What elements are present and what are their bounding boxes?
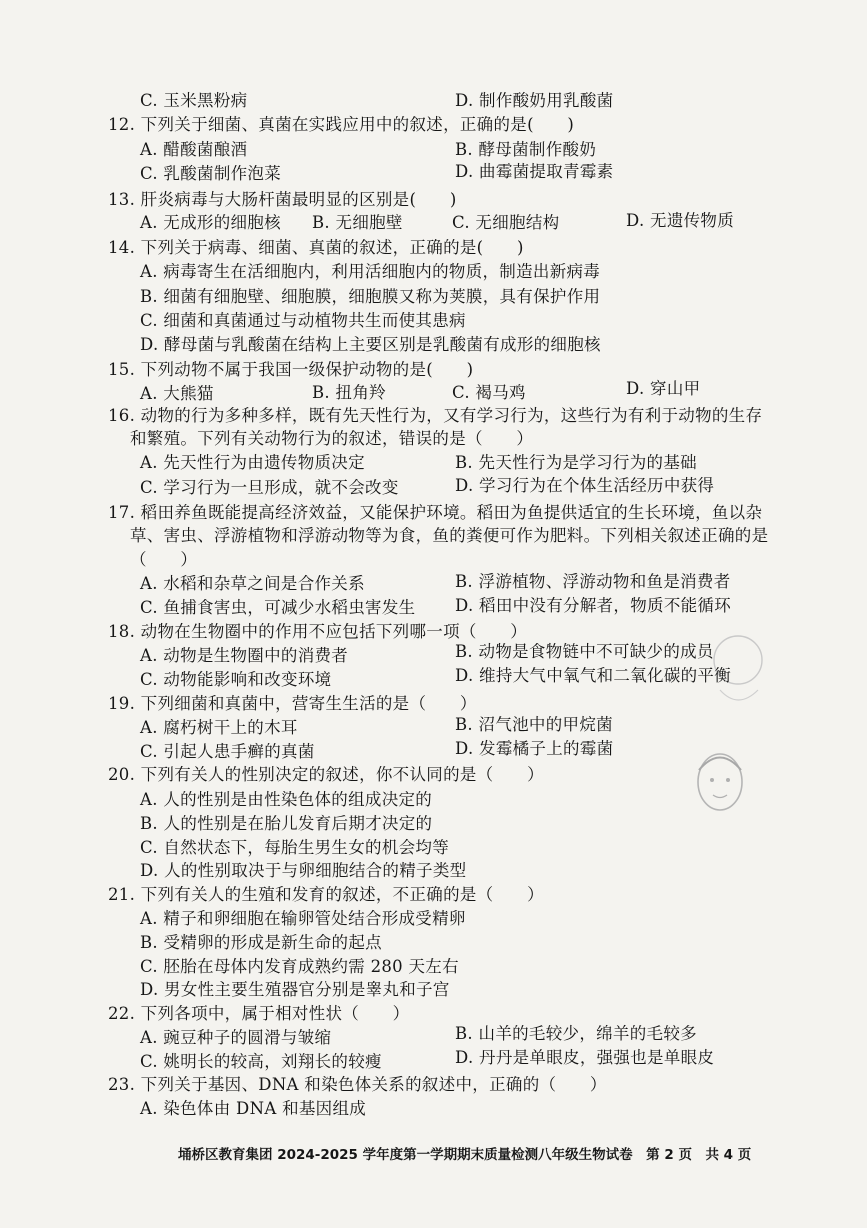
option-d: D. 学习行为在个体生活经历中获得 bbox=[455, 476, 715, 495]
option-b: B. 动物是食物链中不可缺少的成员 bbox=[455, 642, 714, 661]
question-stem: 12. 下列关于细菌、真菌在实践应用中的叙述，正确的是( ) bbox=[108, 115, 575, 134]
question-stem: 22. 下列各项中，属于相对性状（ ） bbox=[108, 1004, 410, 1023]
option-a: A. 染色体由 DNA 和基因组成 bbox=[140, 1099, 367, 1118]
option-d: D. 男女性主要生殖器官分别是睾丸和子宫 bbox=[140, 980, 450, 999]
option-b: B. 人的性别是在胎儿发育后期才决定的 bbox=[140, 814, 433, 833]
option-c: C. 乳酸菌制作泡菜 bbox=[140, 164, 282, 183]
option-b: B. 无细胞壁 bbox=[312, 213, 403, 232]
option-c: C. 引起人患手癣的真菌 bbox=[140, 742, 315, 761]
option-b: B. 沼气池中的甲烷菌 bbox=[455, 715, 613, 734]
option-d: D. 维持大气中氧气和二氧化碳的平衡 bbox=[455, 666, 732, 685]
option-a: A. 豌豆种子的圆滑与皱缩 bbox=[140, 1028, 332, 1047]
option-c: C. 胚胎在母体内发育成熟约需 280 天左右 bbox=[140, 957, 459, 976]
option-c-header: C. 玉米黑粉病 bbox=[140, 91, 248, 110]
option-d: D. 穿山甲 bbox=[626, 379, 701, 398]
option-b: B. 扭角羚 bbox=[312, 383, 386, 402]
question-stem-continued: 草、害虫、浮游植物和浮游动物等为食，鱼的粪便可作为肥料。下列相关叙述正确的是 bbox=[130, 526, 769, 545]
question-stem-continued: 和繁殖。下列有关动物行为的叙述，错误的是（ ） bbox=[130, 429, 534, 448]
question-stem: 16. 动物的行为多种多样，既有先天性行为，又有学习行为，这些行为有利于动物的生存 bbox=[108, 406, 763, 425]
option-b: B. 浮游植物、浮游动物和鱼是消费者 bbox=[455, 572, 731, 591]
option-b: B. 山羊的毛较少，绵羊的毛较多 bbox=[455, 1024, 697, 1043]
option-b: B. 细菌有细胞壁、细胞膜，细胞膜又称为荚膜，具有保护作用 bbox=[140, 287, 601, 306]
option-a: A. 动物是生物圈中的消费者 bbox=[140, 646, 349, 665]
option-c: C. 学习行为一旦形成，就不会改变 bbox=[140, 478, 399, 497]
option-d: D. 酵母菌与乳酸菌在结构上主要区别是乳酸菌有成形的细胞核 bbox=[140, 335, 601, 354]
option-d: D. 人的性别取决于与卵细胞结合的精子类型 bbox=[140, 861, 467, 880]
question-stem: 17. 稻田养鱼既能提高经济效益，又能保护环境。稻田为鱼提供适宜的生长环境，鱼以杂 bbox=[108, 503, 763, 522]
question-stem: 21. 下列有关人的生殖和发育的叙述，不正确的是（ ） bbox=[108, 885, 544, 904]
option-d: D. 稻田中没有分解者，物质不能循环 bbox=[455, 596, 732, 615]
option-c: C. 鱼捕食害虫，可减少水稻虫害发生 bbox=[140, 598, 416, 617]
question-stem-continued: （ ） bbox=[130, 550, 198, 569]
option-d-header: D. 制作酸奶用乳酸菌 bbox=[455, 91, 614, 110]
option-a: A. 精子和卵细胞在输卵管处结合形成受精卵 bbox=[140, 909, 466, 928]
option-b: B. 受精卵的形成是新生命的起点 bbox=[140, 933, 382, 952]
question-stem: 13. 肝炎病毒与大肠杆菌最明显的区别是( ) bbox=[108, 190, 457, 209]
option-a: A. 无成形的细胞核 bbox=[140, 213, 281, 232]
question-stem: 15. 下列动物不属于我国一级保护动物的是( ) bbox=[108, 360, 474, 379]
question-stem: 19. 下列细菌和真菌中，营寄生生活的是（ ） bbox=[108, 694, 477, 713]
option-c: C. 动物能影响和改变环境 bbox=[140, 670, 332, 689]
option-b: B. 酵母菌制作酸奶 bbox=[455, 140, 597, 159]
question-stem: 23. 下列关于基因、DNA 和染色体关系的叙述中，正确的（ ） bbox=[108, 1075, 607, 1094]
option-d: D. 曲霉菌提取青霉素 bbox=[455, 162, 614, 181]
option-c: C. 无细胞结构 bbox=[452, 213, 560, 232]
bleed-through-face-sketch bbox=[685, 740, 755, 835]
option-c: C. 细菌和真菌通过与动植物共生而使其患病 bbox=[140, 311, 466, 330]
page-footer: 埇桥区教育集团 2024-2025 学年度第一学期期末质量检测八年级生物试卷 第 2 页 共 4 页 bbox=[178, 1147, 752, 1163]
option-d: D. 发霉橘子上的霉菌 bbox=[455, 739, 614, 758]
option-d: D. 丹丹是单眼皮，强强也是单眼皮 bbox=[455, 1048, 715, 1067]
option-a: A. 醋酸菌酿酒 bbox=[140, 140, 248, 159]
option-a: A. 大熊猫 bbox=[140, 384, 214, 403]
option-a: A. 病毒寄生在活细胞内，利用活细胞内的物质，制造出新病毒 bbox=[140, 262, 601, 281]
question-stem: 18. 动物在生物圈中的作用不应包括下列哪一项（ ） bbox=[108, 622, 528, 641]
option-a: A. 水稻和杂草之间是合作关系 bbox=[140, 574, 365, 593]
option-c: C. 姚明长的较高，刘翔长的较瘦 bbox=[140, 1052, 382, 1071]
option-c: C. 自然状态下，每胎生男生女的机会均等 bbox=[140, 838, 450, 857]
question-stem: 14. 下列关于病毒、细菌、真菌的叙述，正确的是( ) bbox=[108, 238, 524, 257]
option-b: B. 先天性行为是学习行为的基础 bbox=[455, 453, 697, 472]
question-stem: 20. 下列有关人的性别决定的叙述，你不认同的是（ ） bbox=[108, 765, 544, 784]
option-a: A. 先天性行为由遗传物质决定 bbox=[140, 453, 365, 472]
option-c: C. 褐马鸡 bbox=[452, 383, 526, 402]
option-a: A. 腐朽树干上的木耳 bbox=[140, 718, 298, 737]
option-d: D. 无遗传物质 bbox=[626, 211, 735, 230]
option-a: A. 人的性别是由性染色体的组成决定的 bbox=[140, 790, 433, 809]
